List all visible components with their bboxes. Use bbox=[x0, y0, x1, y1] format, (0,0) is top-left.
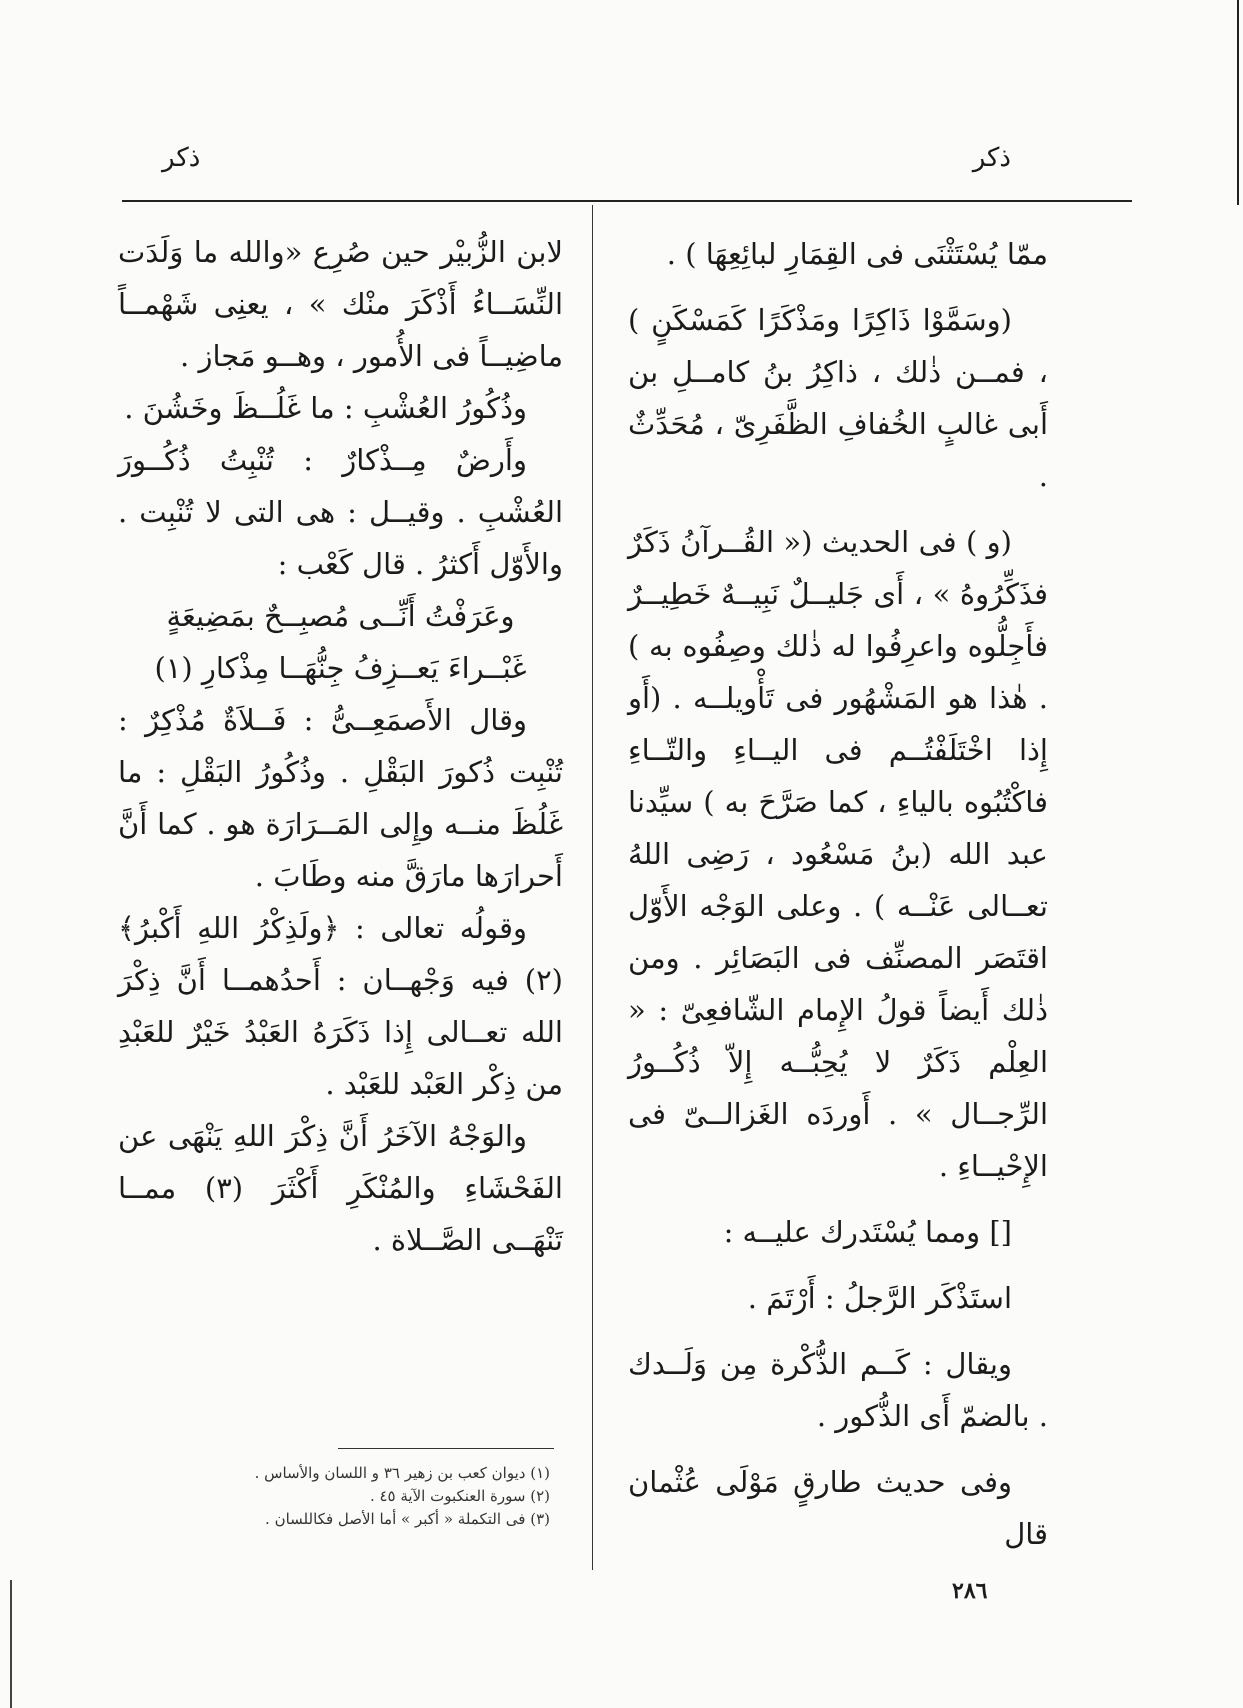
paragraph: (و ) فى الحديث (« القُــرآنُ ذَكَرٌ فذَكِّرُوهُ » ، أَى جَليــلٌ نَبِيــهٌ خَطِيــرٌ فأَجِلُّوه واعرِفُوا له ذٰلك وصِفُوه به ) . هٰذا هو المَشْهُور فى تَأْويلــه . (أَو إِذا اخْتَلَفْتُــم فى اليــاءِ والتّــاءِ فاكْتُبُوه بالياءِ ، كما صَرَّحَ به ) سيِّدنا عبد الله (بنُ مَسْعُود ، رَضِى اللهُ تعــالى عَنْــه ) . وعلى الوَجْه الأَوّل اقتَصَر المصنِّف فى البَصَائِر . ومن ذٰلك أَيضاً قولُ الإِمام الشّافعِىّ : « العِلْم ذَكَرٌ لا يُحِبُّــه إِلاّ ذُكُــورُ الرِّجــال » . أَوردَه الغَزالــىّ فى الإِحْيــاءِ . bbox=[628, 525, 1048, 1183]
footnote: (١) ديوان كعب بن زهير ٣٦ و اللسان والأساس . bbox=[254, 1464, 550, 1482]
footnote-rule bbox=[338, 1448, 554, 1449]
paragraph: وأَرضٌ مِــذْكارٌ : تُنْبِتُ ذُكُــورَ العُشْبِ . وقيــل : هى التى لا تُنْبِت . والأَوّل أَكثرُ . قال كَعْب : bbox=[118, 443, 563, 581]
paragraph: استَذْكَر الرَّجلُ : أَرْتَمَ . bbox=[747, 1281, 1012, 1315]
scan-edge-mark-bottom bbox=[10, 1580, 12, 1708]
footnote: (٢) سورة العنكبوت الآية ٤٥ . bbox=[369, 1487, 550, 1505]
paragraph: وذُكُورُ العُشْبِ : ما غَلُــظَ وخَشُنَ . bbox=[124, 391, 527, 425]
header-rule bbox=[122, 200, 1132, 202]
paragraph: وقال الأَصمَعِــىُّ : فَــلاَةٌ مُذْكِرٌ : تُنْبِت ذُكورَ البَقْلِ . وذُكُورُ البَقْلِ : ما غَلُظَ منــه وإِلى المَــرَارَة هو . كما أَنَّ أَحرارَها مارَقَّ منه وطَابَ . bbox=[118, 703, 563, 893]
running-header-right: ذكر bbox=[972, 143, 1011, 173]
paragraph: وفى حديث طارقٍ مَوْلَى عُثْمان قال bbox=[628, 1465, 1048, 1551]
left-column bbox=[118, 226, 563, 1266]
verse-line: غَبْــراءَ يَعــزِفُ جِنُّهَــا مِذْكارِ (١) bbox=[154, 651, 527, 685]
footnote: (٣) فى التكملة « أكبر » أما الأصل فكاللسان . bbox=[265, 1510, 550, 1528]
paragraph: [] ومما يُسْتَدرك عليــه : bbox=[723, 1215, 1012, 1249]
scan-edge-mark bbox=[1237, 0, 1239, 205]
paragraph: (وسَمَّوْا ذَاكِرًا ومَذْكَرًا كَمَسْكَنٍ ) ، فمــن ذٰلك ، ذاكِرُ بنُ كامــلِ بن أَبى غالبٍ الخُفافِ الظَّفَرِىّ ، مُحَدِّثٌ . bbox=[628, 303, 1048, 493]
paragraph: لابن الزُّبيْر حين صُرِع «والله ما وَلَدَت النِّسَــاءُ أَذْكَرَ منْك » ، يعنِى شَهْمــاً ماضِيــاً فى الأُمور ، وهــو مَجاز . bbox=[118, 235, 563, 373]
column-divider bbox=[592, 205, 593, 1570]
paragraph: والوَجْهُ الآخَرُ أَنَّ ذِكْرَ اللهِ يَنْهَى عن الفَحْشَاءِ والمُنْكَرِ أَكْثَرَ (٣) ممــا تَنْهَــى الصَّــلاة . bbox=[118, 1119, 563, 1257]
page-number: ٢٨٦ bbox=[952, 1578, 988, 1604]
running-header-left: ذكر bbox=[162, 143, 201, 173]
paragraph: ممّا يُسْتَثْنَى فى القِمَارِ لبائِعِهَا ) . bbox=[666, 237, 1048, 271]
verse-line: وعَرَفْتُ أَنِّــى مُصبِــحٌ بمَضِيعَةٍ bbox=[166, 599, 515, 633]
footnotes bbox=[150, 1462, 550, 1531]
paragraph: ويقال : كَــم الذُّكْرة مِن وَلَــدك . بالضمّ أَى الذُّكور . bbox=[628, 1347, 1048, 1433]
paragraph: وقولُه تعالى : ﴿ولَذِكْرُ اللهِ أَكْبرُ﴾ (٢) فيه وَجْهــان : أَحدُهمــا أَنَّ ذِكْرَ الله تعــالى إِذا ذَكَرَهُ العَبْدُ خَيْرٌ للعَبْدِ من ذِكْر العَبْد للعَبْد . bbox=[118, 911, 563, 1101]
right-column bbox=[628, 228, 1048, 1560]
